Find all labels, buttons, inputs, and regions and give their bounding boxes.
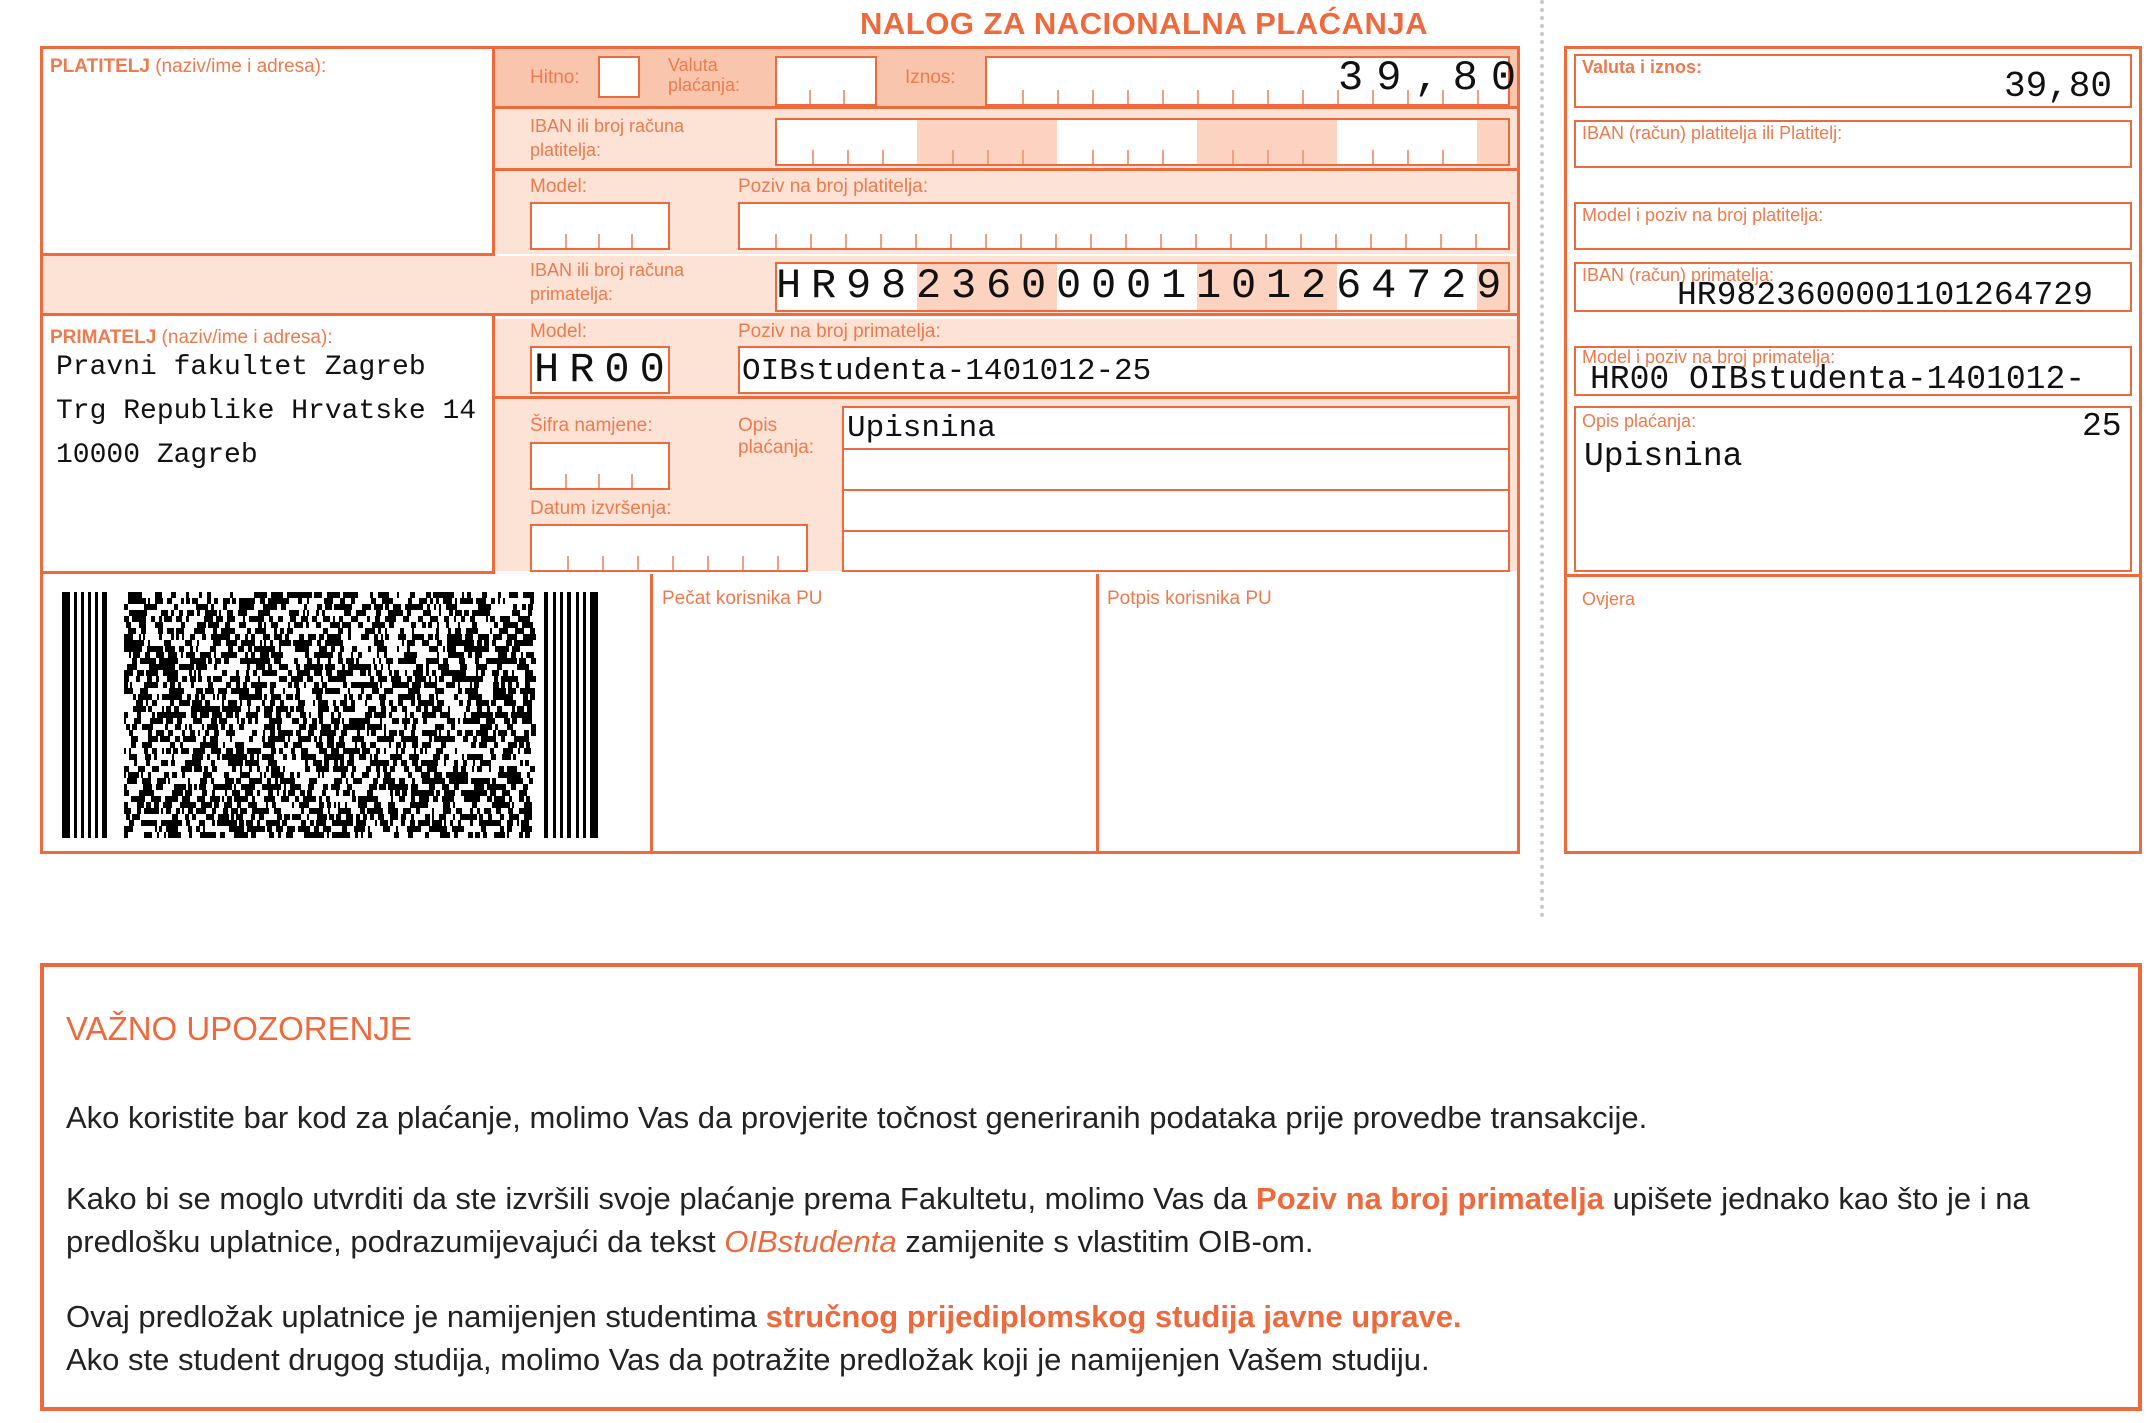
notice-title: VAŽNO UPOZORENJE xyxy=(66,1010,412,1047)
stub-iban-value: HR9823600001101264729 xyxy=(1677,277,2093,314)
iznos-label: Iznos: xyxy=(905,67,956,88)
poziv-primatelja-label: Poziv na broj primatelja: xyxy=(738,321,941,342)
datum-izvrsenja-field[interactable] xyxy=(530,524,808,572)
stub-inner-bottom xyxy=(1564,574,2142,577)
sifra-namjene-field[interactable] xyxy=(530,442,670,490)
stub-model-poziv-platitelja-label: Model i poziv na broj platitelja: xyxy=(1582,205,1824,225)
iban-primatelja-value: HR9823600001101264729 xyxy=(776,262,1512,310)
iban-platitelja-field[interactable] xyxy=(775,118,1510,166)
primatelj-label xyxy=(50,327,333,349)
pu-divider-1 xyxy=(650,574,653,854)
model-platitelja-label: Model: xyxy=(530,176,588,197)
stub-iban-primatelja-label: IBAN (račun) primatelja: xyxy=(1582,265,1775,285)
notice-p2-text-c: upišete jednako kao što je i na predlošku uplatnice, podrazumijevajući da tekst xyxy=(66,1181,2030,1259)
iban-primatelja-label: IBAN ili broj računa primatelja: xyxy=(530,260,685,304)
pdf417-barcode xyxy=(62,592,598,838)
stub-model-poziv-primatelja-label: Model i poziv na broj primatelja: xyxy=(1582,347,1836,367)
row-2-divider xyxy=(495,168,1517,171)
platitelj-label xyxy=(50,56,326,78)
model-primatelja-label: Model: xyxy=(530,321,588,342)
poziv-primatelja-value: OIBstudenta-1401012-25 xyxy=(742,354,1152,389)
notice-highlight-poziv: Poziv na broj primatelja xyxy=(1256,1181,1604,1216)
notice-highlight-studij: stručnog prijediplomskog studija javne uprave. xyxy=(765,1299,1462,1334)
notice-paragraph-1: Ako koristite bar kod za plaćanje, molimo Vas da provjerite točnost generiranih podataka prije provedbe transakcije. xyxy=(66,1100,1648,1135)
important-notice xyxy=(40,963,2142,1411)
primatelj-subtitle: (naziv/ime i adresa): xyxy=(161,327,333,348)
stub-valuta-iznos-label: Valuta i iznos: xyxy=(1582,57,1703,77)
platitelj-subtitle: (naziv/ime i adresa): xyxy=(155,56,327,77)
notice-p3-text-a: Ovaj predložak uplatnice je namijenjen studentima xyxy=(66,1299,766,1334)
hitno-checkbox[interactable] xyxy=(598,56,640,98)
model-platitelja-field[interactable] xyxy=(530,202,670,250)
opis-placanja-label: Opis plaćanja: xyxy=(738,415,815,458)
poziv-platitelja-field[interactable] xyxy=(738,202,1510,250)
stub-iznos-value: 39,80 xyxy=(2004,66,2113,107)
opis-value: Upisnina xyxy=(847,411,996,446)
sifra-namjene-label: Šifra namjene: xyxy=(530,415,653,436)
datum-izvrsenja-label: Datum izvršenja: xyxy=(530,498,672,519)
potpis-label: Potpis korisnika PU xyxy=(1107,588,1272,609)
poziv-platitelja-label: Poziv na broj platitelja: xyxy=(738,176,929,197)
stub-model-poziv-overflow: 25 xyxy=(2082,408,2122,445)
notice-paragraph-3 xyxy=(66,1295,2116,1381)
primatelj-city: 10000 Zagreb xyxy=(56,440,258,471)
stub-ovjera-label: Ovjera xyxy=(1582,589,1636,609)
notice-paragraph-2 xyxy=(66,1177,2116,1263)
valuta-field[interactable] xyxy=(775,56,877,106)
primatelj-title: PRIMATELJ xyxy=(50,327,157,348)
primatelj-street: Trg Republike Hrvatske 14 xyxy=(56,396,477,427)
valuta-label: Valuta plaćanja: xyxy=(668,55,741,95)
perforation-line xyxy=(1540,0,1544,918)
notice-p3-text-c: Ako ste student drugog studija, molimo Vas da potražite predložak koji je namijenjen Vašem studiju. xyxy=(66,1342,1430,1377)
notice-p2-text-e: zamijenite s vlastitim OIB-om. xyxy=(896,1224,1314,1259)
model-value: HR00 xyxy=(534,346,675,394)
iban-platitelja-label: IBAN ili broj računa platitelja: xyxy=(530,116,685,160)
pecat-label: Pečat korisnika PU xyxy=(662,588,823,609)
platitelj-title: PLATITELJ xyxy=(50,56,150,77)
notice-p2-text-a: Kako bi se moglo utvrditi da ste izvršili svoje plaćanje prema Fakultetu, molimo Vas da xyxy=(66,1181,1257,1216)
form-title: NALOG ZA NACIONALNA PLAĆANJA xyxy=(860,6,1428,41)
primatelj-name: Pravni fakultet Zagreb xyxy=(56,352,426,383)
iznos-value: 39,80 xyxy=(1338,54,1530,102)
stub-opis-label: Opis plaćanja: xyxy=(1582,411,1697,431)
row-5-divider xyxy=(495,396,1517,399)
stub-opis-value: Upisnina xyxy=(1584,438,1743,475)
hitno-label: Hitno: xyxy=(530,67,580,88)
pu-divider-2 xyxy=(1096,574,1099,854)
stub-model-poziv-value: HR00 OIBstudenta-1401012- xyxy=(1590,361,2086,398)
notice-highlight-oib: OIBstudenta xyxy=(724,1224,897,1259)
stub-iban-platitelja-label: IBAN (račun) platitelja ili Platitelj: xyxy=(1582,123,1843,143)
